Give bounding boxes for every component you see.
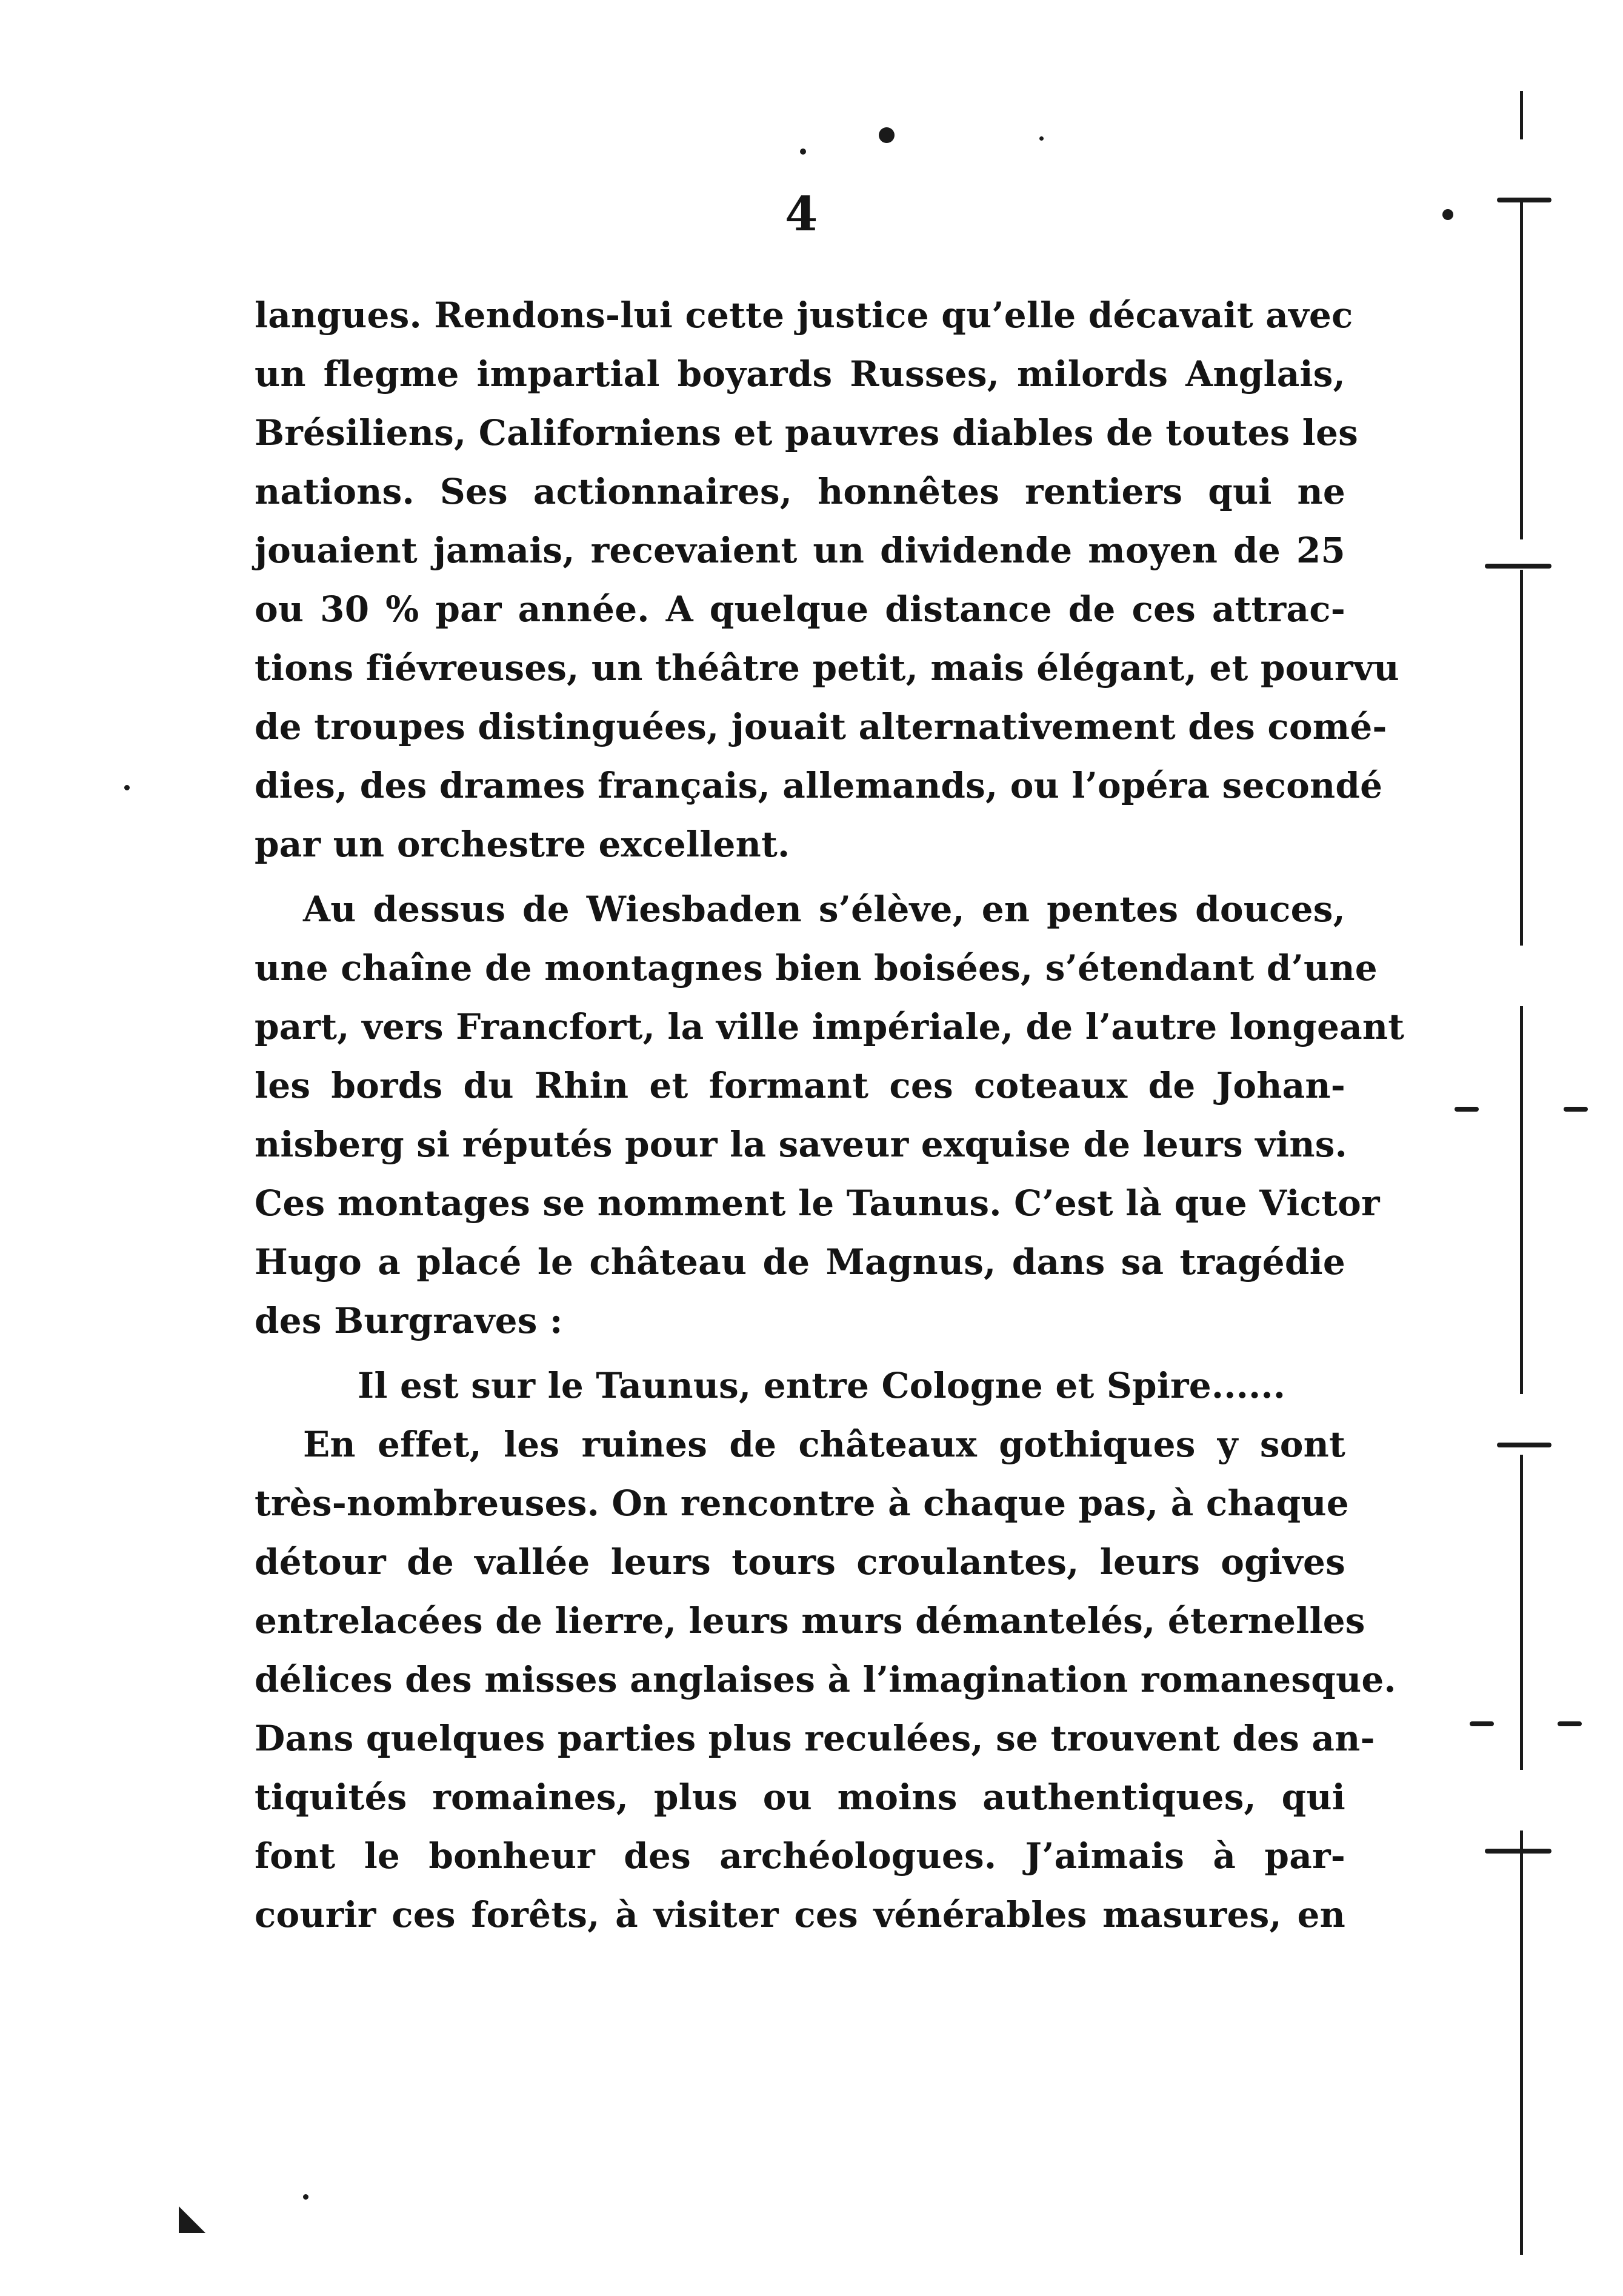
- text-line: jouaient jamais, recevaient un dividende moyen de 25: [255, 530, 1345, 571]
- page-number: 4: [785, 187, 818, 242]
- text-line: détour de vallée leurs tours croulantes, leurs ogives: [255, 1541, 1345, 1583]
- paragraph-gap: [255, 874, 1345, 880]
- verse-line: Il est sur le Taunus, entre Cologne et Spire......: [358, 1365, 1286, 1406]
- text-line: très-nombreuses. On rencontre à chaque pas, à chaque: [255, 1483, 1349, 1524]
- paragraph-gap: [255, 1350, 1345, 1357]
- text-line: nisberg si réputés pour la saveur exquise de leurs vins.: [255, 1124, 1348, 1165]
- text-line: un flegme impartial boyards Russes, milords Anglais,: [255, 353, 1345, 395]
- corner-mark: [179, 2206, 205, 2233]
- text-line: Hugo a placé le château de Magnus, dans sa tragédie: [255, 1241, 1345, 1283]
- text-line: Brésiliens, Californiens et pauvres diables de toutes les: [255, 412, 1358, 453]
- text-line: dies, des drames français, allemands, ou l’opéra secondé: [255, 765, 1383, 806]
- text-line: Dans quelques parties plus reculées, se trouvent des an-: [255, 1718, 1375, 1759]
- text-line: nations. Ses actionnaires, honnêtes rentiers qui ne: [255, 471, 1345, 512]
- text-line: En effet, les ruines de châteaux gothiques y sont: [303, 1424, 1345, 1465]
- text-line: de troupes distinguées, jouait alternativement des comé-: [255, 706, 1387, 747]
- text-line: langues. Rendons-lui cette justice qu’elle décavait avec: [255, 295, 1353, 336]
- text-line: des Burgraves :: [255, 1300, 563, 1341]
- text-line: tiquités romaines, plus ou moins authentiques, qui: [255, 1777, 1345, 1818]
- text-line: part, vers Francfort, la ville impériale, de l’autre longeant: [255, 1006, 1405, 1047]
- text-line: délices des misses anglaises à l’imagination romanesque.: [255, 1659, 1396, 1700]
- text-line: Au dessus de Wiesbaden s’élève, en pentes douces,: [303, 889, 1345, 930]
- text-line: une chaîne de montagnes bien boisées, s’étendant d’une: [255, 947, 1378, 989]
- text-line: Ces montages se nomment le Taunus. C’est là que Victor: [255, 1183, 1380, 1224]
- text-line: ou 30 % par année. A quelque distance de ces attrac-: [255, 589, 1345, 630]
- body-text: [255, 286, 1405, 1944]
- text-line: les bords du Rhin et formant ces coteaux de Johan-: [255, 1065, 1345, 1106]
- text-line: tions fiévreuses, un théâtre petit, mais élégant, et pourvu: [255, 647, 1399, 689]
- text-line: par un orchestre excellent.: [255, 824, 790, 865]
- text-line: entrelacées de lierre, leurs murs démantelés, éternelles: [255, 1600, 1365, 1641]
- text-line: font le bonheur des archéologues. J’aimais à par-: [255, 1835, 1345, 1877]
- text-line: courir ces forêts, à visiter ces vénérables masures, en: [255, 1894, 1345, 1935]
